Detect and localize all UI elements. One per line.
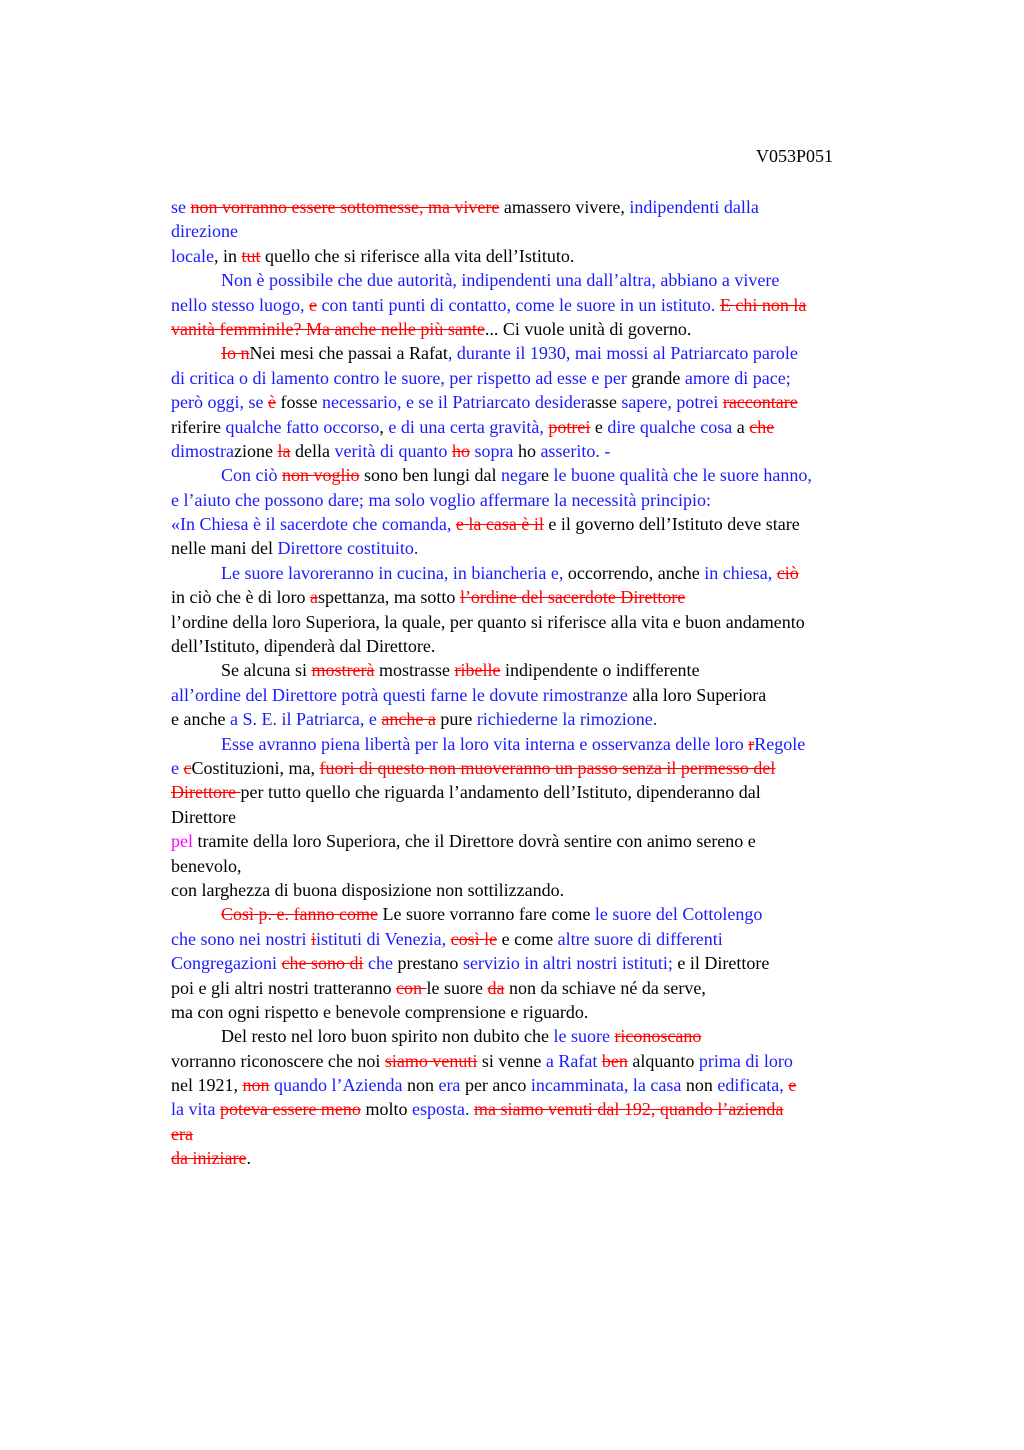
original-text: per tutto quello che riguarda l’andamento dell’Istituto, dipenderanno dal [240, 782, 761, 803]
original-text: Le suore vorranno fare come [377, 904, 595, 925]
original-text: Costituzioni, ma, [191, 757, 320, 778]
added-text: che sono nei nostri [171, 928, 311, 949]
text-line [171, 439, 911, 463]
text-line [171, 219, 911, 243]
added-text: se [171, 197, 191, 217]
deleted-text: a [309, 587, 318, 608]
deleted-text: i [310, 928, 316, 949]
deleted-text: ma siamo venuti dal 192, quando l’azienda [473, 1099, 784, 1120]
added-text: Regole [754, 733, 806, 754]
original-text: asse [586, 392, 622, 413]
deleted-text: r [748, 733, 755, 754]
manuscript-text [171, 195, 911, 1171]
deleted-text: con [395, 977, 427, 998]
original-text: ma con ogni rispetto e benevole comprensione e riguardo. [171, 1001, 589, 1022]
text-line [171, 585, 911, 609]
added-text: però oggi, se [171, 392, 268, 413]
text-line [171, 902, 911, 926]
deleted-text: E chi non la [719, 294, 807, 315]
text-line [171, 1073, 911, 1097]
added-text: Direttore costituito. [277, 538, 419, 559]
original-text: ho [513, 440, 541, 461]
added-text: direzione [171, 221, 238, 242]
added-text: Congregazioni [171, 953, 282, 974]
text-line [171, 707, 911, 731]
deleted-text: e [788, 1075, 797, 1096]
original-text: della [290, 440, 335, 461]
deleted-text: tut [241, 245, 261, 266]
deleted-text: poteva essere meno [219, 1099, 361, 1120]
added-text: le suore del Cottolengo [594, 904, 763, 925]
deleted-text: ribelle [454, 660, 501, 681]
original-text: e [590, 416, 608, 437]
text-line [171, 268, 911, 292]
added-text: esposta. [411, 1099, 474, 1120]
original-text: Nei mesi che passai a Rafat [249, 343, 448, 364]
original-text: zione [234, 440, 278, 461]
deleted-text: Così p. e. fanno come [221, 904, 378, 925]
deleted-text: e la casa è il [455, 514, 544, 535]
deleted-text: da iniziare [171, 1148, 247, 1169]
original-text: poi e gli altri nostri tratteranno [171, 977, 396, 998]
added-text: amore di pace; [684, 367, 791, 388]
original-text: mostrasse [374, 660, 455, 681]
original-text: non da schiave né da serve, [504, 977, 706, 998]
deleted-text: non vorranno essere sottomesse, ma vivere [190, 197, 500, 217]
original-text: spettanza, ma sotto [317, 587, 460, 608]
deleted-text: non voglio [282, 465, 360, 486]
text-line [171, 805, 911, 829]
added-text: e [171, 757, 184, 778]
deleted-text: ben [601, 1050, 628, 1071]
original-text: amassero vivere, [499, 197, 630, 217]
deleted-text: anche a [381, 709, 436, 730]
added-text: nello stesso luogo, [171, 294, 309, 315]
original-text: per anco [460, 1075, 531, 1096]
text-line [171, 488, 911, 512]
original-text: e [541, 465, 554, 486]
deleted-text: è [267, 392, 276, 413]
added-text: Non è possibile che due autorità, indipendenti una dall’altra, abbiano a vivere [221, 270, 780, 291]
added-text: in chiesa, [704, 562, 777, 583]
original-text: l’ordine della loro Superiora, la quale, per quanto si riferisce alla vita e buon andamento [171, 611, 805, 632]
original-text: fosse [275, 392, 322, 413]
text-line [171, 536, 911, 560]
text-line [171, 683, 911, 707]
added-text: con tanti punti di contatto, come le suore in un istituto. [317, 294, 720, 315]
added-text: locale [171, 245, 214, 266]
added-text: richiederne la rimozione. [476, 709, 658, 730]
deleted-text: che [749, 416, 775, 437]
deleted-text: vanità femminile? Ma anche nelle più sante [171, 318, 485, 339]
deleted-text: siamo venuti [384, 1050, 478, 1071]
deleted-text: che sono di [281, 953, 364, 974]
added-text: di critica o di lamento contro le suore, per rispetto ad esse e per [171, 367, 627, 388]
added-text: verità di quanto [334, 440, 452, 461]
original-text: benevolo, [171, 855, 242, 876]
added-text: le buone qualità che le suore hanno, [553, 465, 812, 486]
added-text: indipendenti dalla [629, 197, 759, 217]
added-text: necessario, e se il Patriarcato desider [321, 392, 587, 413]
text-line [171, 1049, 911, 1073]
deleted-text: Direttore [171, 782, 241, 803]
deleted-text: Io n [221, 343, 250, 364]
deleted-text: ho [451, 440, 470, 461]
deleted-text: la [277, 440, 291, 461]
deleted-text: l’ordine del sacerdote Direttore [459, 587, 686, 608]
text-line [171, 634, 911, 658]
added-text: era [438, 1075, 461, 1096]
original-text: , in [213, 245, 242, 266]
added-text: dimostra [171, 440, 234, 461]
added-text: Esse avranno piena libertà per la loro vita interna e osservanza delle loro [221, 733, 749, 754]
deleted-text: e [309, 294, 317, 315]
added-text: edificata, [717, 1075, 789, 1096]
original-text: si venne [477, 1050, 546, 1071]
deleted-text: così le [450, 928, 498, 949]
added-text: le suore [553, 1026, 615, 1047]
original-text: non [681, 1075, 718, 1096]
text-line [171, 341, 911, 365]
text-line [171, 732, 911, 756]
added-text: la vita [171, 1099, 220, 1120]
deleted-text: fuori di questo non muoveranno un passo senza il permesso del [319, 757, 776, 778]
text-line [171, 878, 911, 902]
original-text: ... Ci vuole unità di governo. [484, 318, 692, 339]
text-line [171, 561, 911, 585]
page-id: V053P051 [756, 146, 834, 166]
text-line [171, 951, 911, 975]
text-line [171, 415, 911, 439]
text-line [171, 610, 911, 634]
added-text: «In Chiesa è il sacerdote che comanda, [171, 514, 456, 535]
text-line [171, 1024, 911, 1048]
added-text: qualche fatto occorso [225, 416, 380, 437]
text-line [171, 244, 911, 268]
original-text: non [402, 1075, 439, 1096]
added-text: prima di loro [698, 1050, 793, 1071]
added-text: , durante il 1930, mai mossi al Patriarcato parole [447, 343, 798, 364]
text-line [171, 512, 911, 536]
deleted-text: ciò [776, 562, 799, 583]
text-line [171, 1146, 911, 1170]
original-text: alquanto [627, 1050, 699, 1071]
deleted-text: raccontare [722, 392, 798, 413]
added-text: asserito. - [540, 440, 611, 461]
text-line [171, 658, 911, 682]
original-text: Direttore [171, 806, 236, 827]
added-text: negar [501, 465, 541, 486]
text-line [171, 829, 911, 853]
deleted-text: potrei [548, 416, 591, 437]
added-text: servizio in altri nostri istituti; [462, 953, 673, 974]
original-text: e anche [171, 709, 230, 730]
added-text: incamminata, la casa [530, 1075, 682, 1096]
original-text: quello che si riferisce alla vita dell’Istituto. [260, 245, 575, 266]
text-line [171, 366, 911, 390]
text-line [171, 195, 911, 219]
text-line [171, 1122, 911, 1146]
original-text: , [379, 416, 389, 437]
text-line [171, 976, 911, 1000]
added-text: a Rafat [545, 1050, 602, 1071]
text-line [171, 463, 911, 487]
text-line [171, 1097, 911, 1121]
original-text: Del resto nel loro buon spirito non dubito che [221, 1026, 554, 1047]
added-text: sapere, potrei [621, 392, 723, 413]
original-text: Se alcuna si [221, 660, 312, 681]
original-text: prestano [392, 953, 463, 974]
original-text: sono ben lungi dal [359, 465, 502, 486]
added-text: all’ordine del Direttore potrà questi farne le dovute rimostranze [171, 684, 628, 705]
original-text: vorranno riconoscere che noi [171, 1050, 385, 1071]
deleted-text: c [183, 757, 192, 778]
original-text: e il Direttore [672, 953, 770, 974]
deleted-text: non [242, 1075, 270, 1096]
highlight-text: pel [171, 831, 193, 852]
original-text: . [246, 1148, 251, 1169]
original-text: molto [360, 1099, 412, 1120]
added-text: quando l’Azienda [269, 1075, 403, 1096]
added-text: sopra [469, 440, 514, 461]
deleted-text: mostrerà [311, 660, 375, 681]
added-text: Con ciò [221, 465, 282, 486]
deleted-text: riconoscano [614, 1026, 702, 1047]
original-text: dell’Istituto, dipenderà dal Direttore. [171, 636, 436, 657]
original-text: e il governo dell’Istituto deve stare [543, 514, 800, 535]
original-text: alla loro Superiora [627, 684, 767, 705]
original-text: tramite della loro Superiora, che il Direttore dovrà sentire con animo sereno e [193, 831, 756, 852]
original-text: con larghezza di buona disposizione non sottilizzando. [171, 879, 565, 900]
text-line [171, 390, 911, 414]
original-text: indipendente o indifferente [500, 660, 700, 681]
original-text: occorrendo, anche [563, 562, 705, 583]
original-text: grande [626, 367, 685, 388]
text-line [171, 756, 911, 780]
added-text: istituti di Venezia, [316, 928, 451, 949]
text-line [171, 1000, 911, 1024]
original-text: a [732, 416, 750, 437]
original-text: nel 1921, [171, 1075, 243, 1096]
original-text: le suore [426, 977, 488, 998]
original-text: riferire [171, 416, 226, 437]
deleted-text: da [487, 977, 505, 998]
original-text: in ciò che è di loro [171, 587, 310, 608]
added-text: che [363, 953, 393, 974]
text-line [171, 854, 911, 878]
original-text: e come [497, 928, 558, 949]
deleted-text: era [171, 1123, 193, 1144]
text-line [171, 780, 911, 804]
added-text: dire qualche cosa [607, 416, 733, 437]
added-text: e l’aiuto che possono dare; ma solo voglio affermare la necessità principio: [171, 489, 711, 510]
added-text: altre suore di differenti [557, 928, 723, 949]
original-text: nelle mani del [171, 538, 278, 559]
original-text: pure [435, 709, 477, 730]
added-text: e di una certa gravità, [388, 416, 549, 437]
added-text: Le suore lavoreranno in cucina, in biancheria e, [221, 562, 564, 583]
text-line [171, 293, 911, 317]
added-text: a S. E. il Patriarca, e [229, 709, 382, 730]
text-line [171, 927, 911, 951]
text-line [171, 317, 911, 341]
